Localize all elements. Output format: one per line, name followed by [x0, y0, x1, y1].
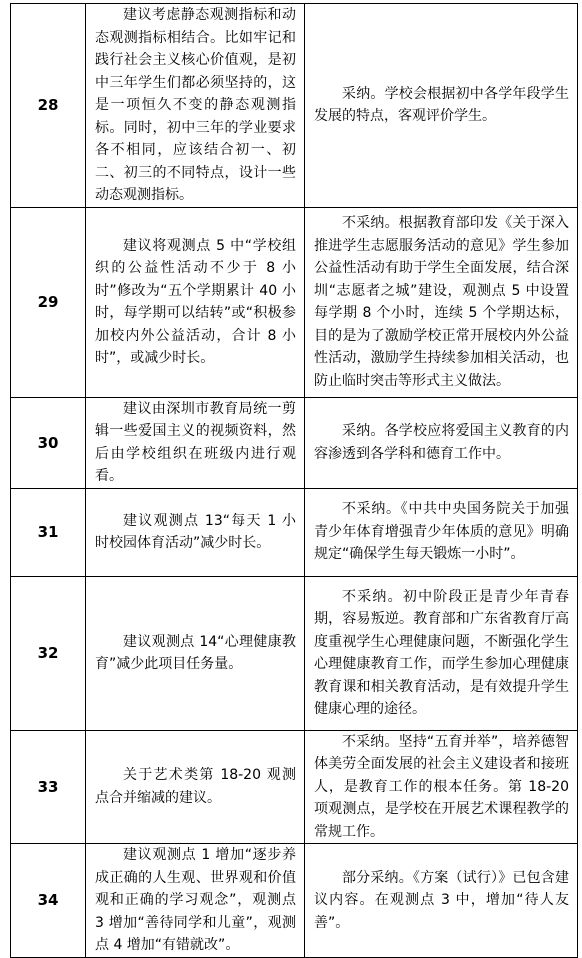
suggestion-text: 建议观测点 1 增加“逐步养成正确的人生观、世界观和价值观和正确的学习观念”，观测点 3 增加“善待同学和儿童”，观测点 4 增加“有错就改”。 [95, 847, 296, 953]
reply-text: 不采纳。初中阶段正是青少年青春期，容易叛逆。教育部和广东省教育厅高度重视学生心理健康问题，不断强化学生心理健康教育工作，而学生参加心理健康教育课和相关教育活动，是有效提升学生健康心理的途径。 [314, 588, 569, 717]
reply-cell [305, 207, 578, 397]
reply-cell [305, 844, 578, 958]
reply-cell [305, 730, 578, 844]
row-number: 34 [11, 844, 86, 958]
reply-cell [305, 4, 578, 208]
suggestion-cell [86, 730, 305, 844]
suggestion-text: 建议由深圳市教育局统一剪辑一些爱国主义的视频资料，然后由学校组织在班级内进行观看。 [95, 400, 296, 484]
table-row [11, 576, 578, 730]
table-row [11, 488, 578, 576]
reply-text: 部分采纳。《方案（试行）》已包含建议内容。在观测点 3 中，增加“待人友善”。 [314, 869, 569, 931]
suggestion-cell [86, 488, 305, 576]
suggestions-table [10, 3, 578, 958]
suggestion-cell [86, 844, 305, 958]
row-number: 31 [11, 488, 86, 576]
row-number: 29 [11, 207, 86, 397]
reply-cell [305, 576, 578, 730]
table-row [11, 730, 578, 844]
suggestion-cell [86, 397, 305, 488]
row-number: 28 [11, 4, 86, 208]
suggestion-cell [86, 576, 305, 730]
suggestion-text: 建议观测点 13“每天 1 小时校园体育活动”减少时长。 [95, 512, 296, 551]
reply-text: 不采纳。坚持“五育并举”，培养德智体美劳全面发展的社会主义建设者和接班人，是教育工作的根本任务。第 18-20 项观测点，是学校在开展艺术课程教学的常规工作。 [314, 733, 569, 840]
suggestion-text: 建议将观测点 5 中“学校组织的公益性活动不少于 8 小时”修改为“五个学期累计 40 小时，每学期可以结转”或“积极参加校内外公益活动，合计 8 小时”，或减少时长。 [95, 237, 296, 366]
suggestion-text: 建议考虑静态观测指标和动态观测指标相结合。比如牢记和践行社会主义核心价值观，是初中三年学生们都必须坚持的，这是一项恒久不变的静态观测指标。同时，初中三年的学业要求各不相同，应该结合初一、初二、初三的不同特点，设计一些动态观测指标。 [95, 7, 296, 203]
reply-cell [305, 397, 578, 488]
reply-text: 不采纳。根据教育部印发《关于深入推进学生志愿服务活动的意见》学生参加公益性活动有助于学生全面发展，结合深圳“志愿者之城”建设，观测点 5 中设置每学期 8 个小时，连续 5 个学期达标，目的是为了激励学校正常开展校内外公益性活动，激励学生持续参加相关活动，也防止临时突击等形式主义做法。 [314, 215, 569, 389]
table-row [11, 397, 578, 488]
reply-text: 采纳。学校会根据初中各学年段学生发展的特点，客观评价学生。 [314, 85, 569, 125]
suggestion-cell [86, 207, 305, 397]
reply-text: 采纳。各学校应将爱国主义教育的内容渗透到各学科和德育工作中。 [314, 423, 569, 462]
reply-cell [305, 488, 578, 576]
table-row [11, 4, 578, 208]
table-row [11, 207, 578, 397]
table-row [11, 844, 578, 958]
suggestion-cell [86, 4, 305, 208]
row-number: 30 [11, 397, 86, 488]
reply-text: 不采纳。《中共中央国务院关于加强青少年体育增强青少年体质的意见》明确规定“确保学生每天锻炼一小时”。 [314, 501, 569, 563]
suggestion-text: 建议观测点 14“心理健康教育”减少此项目任务量。 [95, 633, 296, 672]
suggestion-text: 关于艺术类第 18-20 观测点合并缩减的建议。 [95, 767, 296, 806]
row-number: 33 [11, 730, 86, 844]
row-number: 32 [11, 576, 86, 730]
